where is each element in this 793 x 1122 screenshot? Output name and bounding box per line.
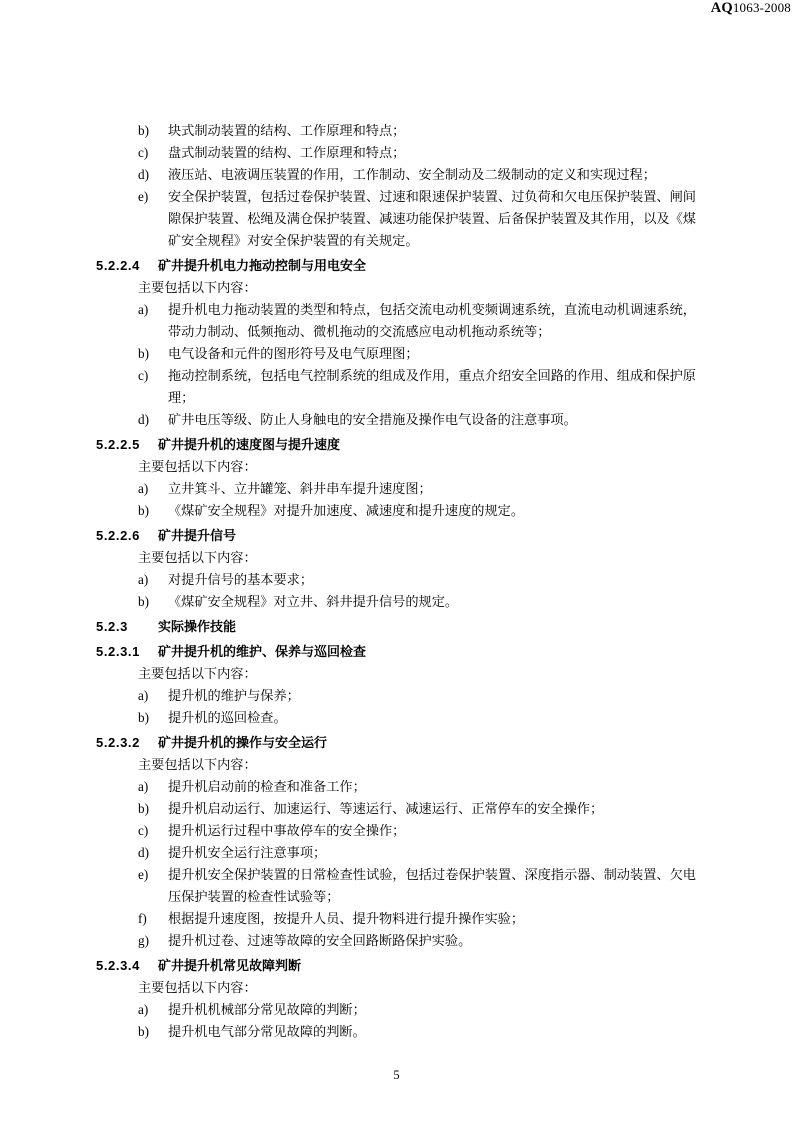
list-item-label: b) bbox=[138, 123, 149, 138]
list-item-label: g) bbox=[138, 933, 149, 948]
block-spacer bbox=[96, 1043, 696, 1046]
list-item-label: b) bbox=[138, 594, 149, 609]
document-section bbox=[96, 255, 696, 431]
document-section bbox=[96, 732, 696, 952]
document-section bbox=[96, 616, 696, 638]
list-item-label: b) bbox=[138, 1024, 149, 1039]
list-item bbox=[96, 591, 696, 613]
list-item bbox=[96, 500, 696, 522]
list-item-text: 盘式制动装置的结构、工作原理和特点； bbox=[168, 145, 406, 160]
list-item bbox=[96, 164, 696, 186]
section-number: 5.2.2.6 bbox=[96, 528, 140, 543]
list-item bbox=[96, 478, 696, 500]
page-header bbox=[0, 0, 793, 17]
list-item bbox=[96, 776, 696, 798]
document-body bbox=[96, 120, 696, 1046]
section-heading bbox=[96, 525, 696, 547]
page-number: 5 bbox=[393, 1068, 400, 1082]
list-item-label: a) bbox=[138, 481, 149, 496]
list-item bbox=[96, 1021, 696, 1043]
document-section bbox=[96, 955, 696, 1043]
section-title: 矿井提升机的维护、保养与巡回检查 bbox=[158, 644, 367, 659]
section-title: 矿井提升信号 bbox=[158, 528, 237, 543]
document-section bbox=[96, 434, 696, 522]
list-item-label: d) bbox=[138, 412, 149, 427]
list-item-text: 《煤矿安全规程》对提升加速度、减速度和提升速度的规定。 bbox=[168, 503, 525, 518]
list-item bbox=[96, 142, 696, 164]
list-item-text: 提升机过卷、过速等故障的安全回路断路保护实验。 bbox=[168, 933, 472, 948]
list-item bbox=[96, 409, 696, 431]
list-item-text: 根据提升速度图，按提升人员、提升物料进行提升操作实验； bbox=[168, 911, 525, 926]
section-number: 5.2.2.4 bbox=[96, 258, 140, 273]
list-item bbox=[96, 186, 696, 252]
list-item bbox=[96, 343, 696, 365]
list-item-label: c) bbox=[138, 368, 149, 383]
list-item-label: a) bbox=[138, 779, 149, 794]
list-item bbox=[96, 842, 696, 864]
section-intro: 主要包括以下内容： bbox=[138, 757, 257, 772]
list-item-label: a) bbox=[138, 1002, 149, 1017]
list-item bbox=[96, 864, 696, 908]
section-intro: 主要包括以下内容： bbox=[138, 280, 257, 295]
list-item-label: c) bbox=[138, 145, 149, 160]
list-item bbox=[96, 798, 696, 820]
list-item-text: 提升机机械部分常见故障的判断； bbox=[168, 1002, 366, 1017]
page-footer bbox=[0, 1068, 793, 1083]
section-intro: 主要包括以下内容： bbox=[138, 459, 257, 474]
list-item bbox=[96, 707, 696, 729]
list-item-label: a) bbox=[138, 688, 149, 703]
section-title: 矿井提升机常见故障判断 bbox=[158, 958, 302, 973]
list-item-text: 电气设备和元件的图形符号及电气原理图； bbox=[168, 346, 419, 361]
list-item-text: 块式制动装置的结构、工作原理和特点； bbox=[168, 123, 406, 138]
list-item-text: 安全保护装置，包括过卷保护装置、过速和限速保护装置、过负荷和欠电压保护装置、闸间隙保护装置、松绳及满仓保护装置、减速功能保护装置、后备保护装置及其作用，以及《煤矿安全规程》对安全保护装置的有关规定。 bbox=[168, 189, 696, 248]
section-number: 5.2.3 bbox=[96, 619, 128, 634]
list-item-label: c) bbox=[138, 823, 149, 838]
list-item-label: b) bbox=[138, 503, 149, 518]
list-item-text: 液压站、电液调压装置的作用，工作制动、安全制动及二级制动的定义和实现过程； bbox=[168, 167, 656, 182]
list-item-label: d) bbox=[138, 845, 149, 860]
section-title: 矿井提升机的速度图与提升速度 bbox=[158, 437, 341, 452]
list-item-text: 矿井电压等级、防止人身触电的安全措施及操作电气设备的注意事项。 bbox=[168, 412, 577, 427]
list-item-label: a) bbox=[138, 302, 149, 317]
list-item-text: 提升机的维护与保养； bbox=[168, 688, 300, 703]
list-item bbox=[96, 999, 696, 1021]
section-intro: 主要包括以下内容： bbox=[138, 550, 257, 565]
list-item bbox=[96, 685, 696, 707]
list-item bbox=[96, 930, 696, 952]
list-item-text: 提升机启动运行、加速运行、等速运行、减速运行、正常停车的安全操作； bbox=[168, 801, 604, 816]
section-heading bbox=[96, 616, 696, 638]
section-number: 5.2.3.4 bbox=[96, 958, 140, 973]
section-number: 5.2.3.1 bbox=[96, 644, 140, 659]
section-title: 矿井提升机的操作与安全运行 bbox=[158, 735, 328, 750]
list-item bbox=[96, 820, 696, 842]
list-item-label: b) bbox=[138, 710, 149, 725]
document-section bbox=[96, 641, 696, 729]
list-item-text: 拖动控制系统，包括电气控制系统的组成及作用，重点介绍安全回路的作用、组成和保护原理； bbox=[168, 368, 696, 405]
list-item-text: 立井箕斗、立井罐笼、斜井串车提升速度图； bbox=[168, 481, 432, 496]
list-item-text: 提升机电气部分常见故障的判断。 bbox=[168, 1024, 366, 1039]
list-item-text: 提升机电力拖动装置的类型和特点，包括交流电动机变频调速系统，直流电动机调速系统，带动力制动、低频拖动、微机拖动的交流感应电动机拖动系统等； bbox=[168, 302, 696, 339]
list-item-label: e) bbox=[138, 867, 149, 882]
list-item-text: 提升机的巡回检查。 bbox=[168, 710, 287, 725]
list-item-label: e) bbox=[138, 189, 149, 204]
list-item-label: a) bbox=[138, 572, 149, 587]
list-item-text: 提升机安全保护装置的日常检查性试验，包括过卷保护装置、深度指示器、制动装置、欠电压保护装置的检查性试验等； bbox=[168, 867, 696, 904]
list-item-text: 《煤矿安全规程》对立井、斜井提升信号的规定。 bbox=[168, 594, 459, 609]
section-heading bbox=[96, 641, 696, 663]
standard-code: AQ bbox=[710, 0, 733, 16]
list-item bbox=[96, 120, 696, 142]
standard-number: 1063-2008 bbox=[732, 0, 791, 15]
list-item-text: 提升机安全运行注意事项； bbox=[168, 845, 327, 860]
list-item-label: b) bbox=[138, 801, 149, 816]
list-item-label: d) bbox=[138, 167, 149, 182]
section-intro: 主要包括以下内容： bbox=[138, 980, 257, 995]
document-list bbox=[96, 120, 696, 252]
list-item-text: 对提升信号的基本要求； bbox=[168, 572, 314, 587]
section-number: 5.2.3.2 bbox=[96, 735, 140, 750]
section-heading bbox=[96, 955, 696, 977]
list-item bbox=[96, 365, 696, 409]
list-item-text: 提升机运行过程中事故停车的安全操作； bbox=[168, 823, 406, 838]
list-item-text: 提升机启动前的检查和准备工作； bbox=[168, 779, 366, 794]
section-intro: 主要包括以下内容： bbox=[138, 666, 257, 681]
list-item bbox=[96, 908, 696, 930]
list-item-label: b) bbox=[138, 346, 149, 361]
section-number: 5.2.2.5 bbox=[96, 437, 140, 452]
section-heading bbox=[96, 732, 696, 754]
section-heading bbox=[96, 255, 696, 277]
list-item bbox=[96, 299, 696, 343]
section-title: 矿井提升机电力拖动控制与用电安全 bbox=[158, 258, 367, 273]
section-heading bbox=[96, 434, 696, 456]
section-title: 实际操作技能 bbox=[158, 619, 237, 634]
document-section bbox=[96, 525, 696, 613]
list-item bbox=[96, 569, 696, 591]
list-item-label: f) bbox=[138, 911, 147, 926]
